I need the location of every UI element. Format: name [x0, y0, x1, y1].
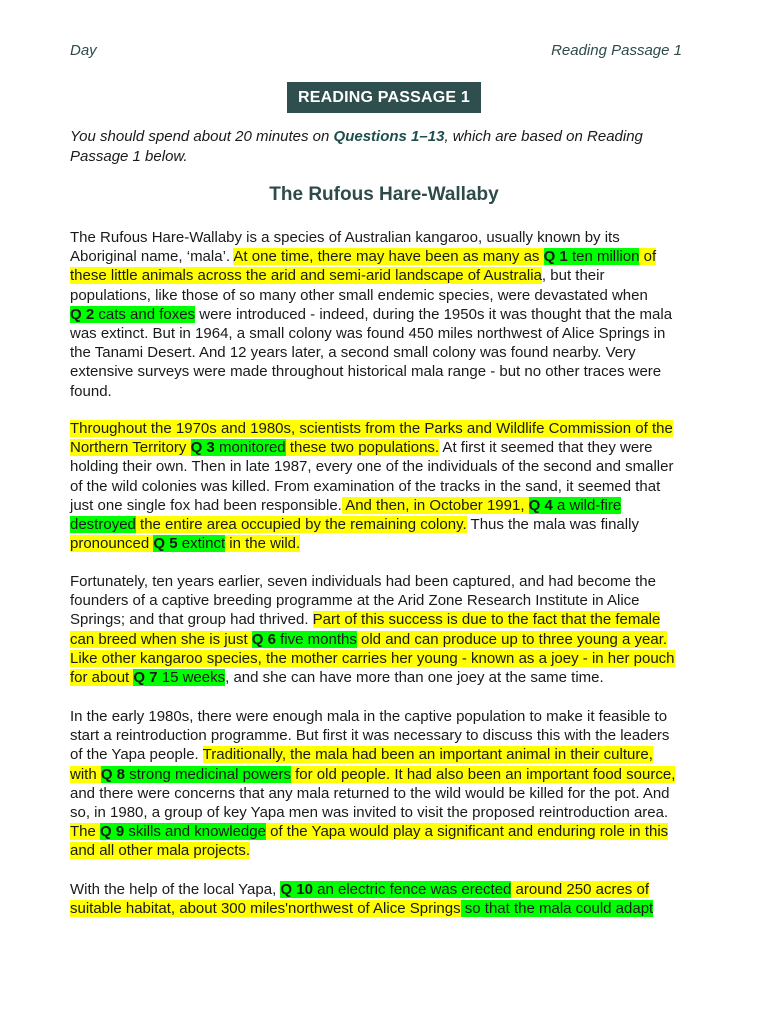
paragraph-1: [70, 228, 710, 401]
text-line: [70, 572, 710, 591]
answer-highlight: skills and knowledge: [124, 823, 266, 841]
question-marker: Q 5: [153, 535, 178, 553]
answer-highlight: so that the mala could adapt: [460, 900, 654, 918]
text-line: [70, 899, 710, 918]
answer-highlight: five months: [275, 630, 357, 648]
instructions-pre: You should spend about 20 minutes on: [70, 128, 334, 145]
text-run: Fortunately, ten years earlier, seven individuals had been captured, and had become the: [70, 573, 656, 590]
instructions-post: , which are based on Reading Passage 1 below.: [70, 128, 643, 165]
text-line: [70, 610, 710, 629]
question-marker: Q 1: [543, 248, 568, 266]
text-run: of the wild colonies was killed. From examination of the tracks in the sand, it seemed that: [70, 477, 661, 495]
context-highlight: of the Yapa would play a significant and enduring role in this: [265, 823, 669, 841]
text-line: [70, 419, 710, 438]
context-highlight: At one time, there may have been as many as: [233, 248, 544, 266]
text-run: At first it seemed that they were: [439, 439, 653, 457]
paragraph-4: [70, 707, 710, 861]
answer-highlight: an electric fence was erected: [312, 881, 512, 898]
text-line: [70, 726, 710, 745]
context-highlight: in the wild.: [225, 535, 301, 553]
text-line: [70, 745, 710, 764]
context-highlight: with: [70, 765, 101, 783]
text-run: populations, like those of so many other small endemic species, were devastated when: [70, 286, 648, 304]
text-line: [70, 305, 710, 324]
instructions-questions: Questions 1–13: [333, 128, 445, 145]
text-line: [70, 515, 710, 534]
text-run: The Rufous Hare-Wallaby is a species of Australian kangaroo, usually known by its: [70, 229, 620, 246]
text-run: and there were concerns that any mala returned to the wild would be killed for the pot. And: [70, 784, 670, 802]
answer-highlight: 15 weeks: [157, 668, 226, 686]
question-marker: Q 3: [190, 439, 215, 457]
text-run: the Tanami Desert. And 12 years later, a second small colony was found nearby. Very: [70, 344, 636, 362]
answer-highlight: monitored: [214, 439, 286, 457]
text-line: [70, 630, 710, 649]
passage-title: The Rufous Hare-Wallaby: [269, 184, 499, 205]
text-run: found.: [70, 382, 112, 400]
text-line: [70, 343, 710, 362]
context-highlight: Like other kangaroo species, the mother carries her young - known as a joey - in her pouch: [70, 649, 675, 667]
question-marker: Q 7: [133, 668, 158, 686]
text-run: start a reintroduction programme. But first it was necessary to discuss this with the leaders: [70, 727, 670, 745]
text-run: just one single fox had been responsible.: [70, 496, 342, 514]
paragraph-5: [70, 880, 710, 918]
answer-highlight: strong medicinal powers: [125, 765, 291, 783]
text-line: [70, 324, 710, 343]
text-line: [70, 649, 710, 668]
context-highlight: pronounced: [70, 535, 154, 553]
text-run: , and she can have more than one joey at the same time.: [225, 668, 604, 686]
context-highlight: old and can produce up to three young a year.: [356, 630, 668, 648]
text-run: was extinct. But in 1964, a small colony was found 450 miles northwest of Alice Springs in: [70, 324, 666, 342]
header-day: Day: [70, 42, 97, 59]
text-line: [70, 382, 710, 401]
answer-highlight: destroyed: [70, 515, 136, 533]
context-highlight: for about: [70, 668, 134, 686]
question-marker: Q 8: [100, 765, 126, 783]
context-highlight: of: [639, 248, 657, 266]
text-line: [70, 822, 710, 841]
text-line: [70, 534, 710, 553]
text-line: [70, 668, 710, 687]
text-run: Springs; and that group had thrived.: [70, 611, 313, 629]
text-line: [70, 266, 710, 285]
text-line: [70, 591, 710, 610]
text-line: [70, 438, 710, 457]
text-line: [70, 784, 710, 803]
context-highlight: Northern Territory: [70, 439, 191, 457]
banner-container: [0, 82, 768, 113]
text-run: , but their: [541, 267, 605, 285]
text-line: [70, 362, 710, 381]
text-line: [70, 803, 710, 822]
context-highlight: for old people. It had also been an important food source,: [290, 765, 676, 783]
answer-highlight: a wild-fire: [552, 496, 622, 514]
text-line: [70, 457, 710, 476]
context-highlight: Part of this success is due to the fact that the female: [312, 611, 661, 629]
question-marker: Q 9: [100, 823, 125, 841]
question-marker: Q 10: [280, 881, 313, 898]
text-run: holding their own. Then in late 1987, every one of the individuals of the second and smaller: [70, 458, 674, 476]
text-run: Aboriginal name, ‘mala’.: [70, 248, 234, 266]
text-run: Thus the mala was finally: [466, 515, 639, 533]
context-highlight: these two populations.: [285, 439, 440, 457]
section-banner: READING PASSAGE 1: [287, 82, 481, 113]
answer-highlight: ten million: [567, 248, 640, 266]
context-highlight: Traditionally, the mala had been an important animal in their culture,: [202, 746, 653, 764]
paragraph-3: [70, 572, 710, 687]
context-highlight: can breed when she is just: [70, 630, 252, 648]
text-line: [70, 228, 710, 247]
question-marker: Q 6: [251, 630, 276, 648]
text-line: [70, 286, 710, 305]
context-highlight: suitable habitat, about 300 miles'northwest of Alice Springs: [70, 900, 461, 918]
text-run: of the Yapa people.: [70, 746, 203, 764]
text-line: [70, 496, 710, 515]
context-highlight: And then, in October 1991,: [341, 496, 529, 514]
text-line: [70, 247, 710, 266]
text-run: founders of a captive breeding programme at the Arid Zone Research Institute in Alice: [70, 592, 640, 610]
header-section: Reading Passage 1: [551, 42, 682, 59]
context-highlight: these little animals across the arid and semi-arid landscape of Australia: [70, 267, 542, 285]
question-marker: Q 2: [70, 305, 95, 323]
text-line: [70, 880, 710, 899]
instructions: [70, 127, 690, 167]
context-highlight: Throughout the 1970s and 1980s, scientists from the Parks and Wildlife Commission of the: [70, 420, 673, 437]
question-marker: Q 4: [528, 496, 553, 514]
paragraph-2: [70, 419, 710, 553]
text-run: were introduced - indeed, during the 1950s it was thought that the mala: [195, 305, 673, 323]
text-line: [70, 477, 710, 496]
text-line: [70, 765, 710, 784]
answer-highlight: extinct: [177, 535, 226, 553]
text-run: so, in 1980, a group of key Yapa men was invited to visit the proposed reintroduction area.: [70, 803, 669, 821]
text-line: [70, 841, 710, 860]
answer-highlight: cats and foxes: [94, 305, 196, 323]
context-highlight: around 250 acres of: [511, 881, 649, 898]
text-run: With the help of the local Yapa,: [70, 881, 281, 898]
context-highlight: The: [70, 823, 101, 841]
text-line: [70, 707, 710, 726]
text-run: extensive surveys were made throughout historical mala range - but no other traces were: [70, 363, 662, 381]
context-highlight: and all other mala projects.: [70, 842, 251, 860]
context-highlight: the entire area occupied by the remaining colony.: [135, 515, 467, 533]
text-run: In the early 1980s, there were enough mala in the captive population to make it feasible to: [70, 708, 668, 725]
